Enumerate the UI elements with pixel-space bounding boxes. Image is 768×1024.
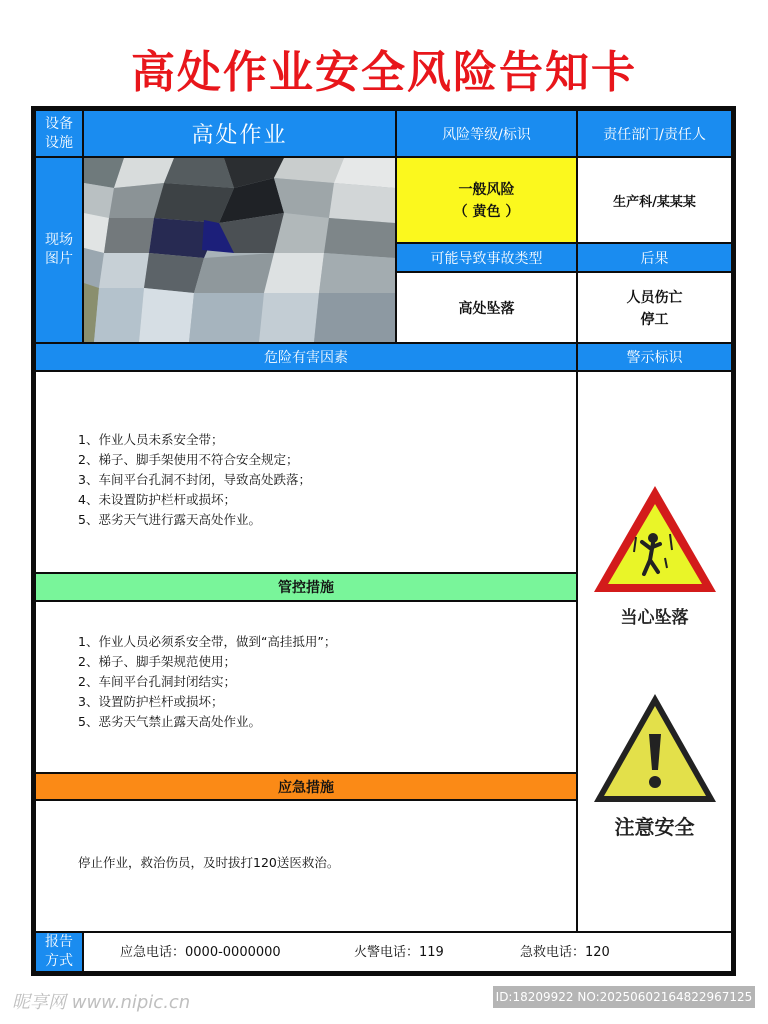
emergency-phone: 应急电话：0000-0000000: [120, 945, 281, 960]
accident-type-value: 高处坠落: [395, 271, 578, 344]
emergency-header: 应急措施: [34, 772, 578, 801]
hazards-header: 危险有害因素: [34, 342, 578, 372]
controls-header: 管控措施: [34, 572, 578, 602]
watermark-left: 昵享网 www.nipic.cn: [12, 992, 191, 1013]
control-item: 3、设置防护栏杆或损坏；: [78, 694, 224, 709]
site-photo-frame: [82, 156, 397, 344]
risk-level-header: 风险等级/标识: [395, 109, 578, 158]
fall-warning-icon: [590, 482, 720, 597]
equipment-value: 高处作业: [82, 109, 397, 158]
controls-list: [34, 600, 578, 774]
risk-notice-card: [31, 106, 736, 976]
responsibility-header: 责任部门/责任人: [576, 109, 733, 158]
control-item: 5、恶劣天气禁止露天高处作业。: [78, 714, 261, 729]
risk-level-text: 一般风险: [458, 182, 515, 198]
consequence-line-1: 人员伤亡: [626, 289, 683, 306]
responsibility-value: 生产科/某某某: [576, 156, 733, 244]
hazards-list: [34, 370, 578, 574]
fire-phone: 火警电话：119: [354, 945, 444, 960]
caution-warning-label: 注意安全: [614, 815, 695, 839]
consequence-cell: [576, 271, 733, 344]
page-title: 高处作业安全风险告知卡: [131, 47, 637, 98]
site-photo-label: 现场 图片: [34, 156, 84, 344]
control-item: 1、作业人员必须系安全带，做到“高挂抵用”；: [78, 634, 337, 649]
emergency-cell: [34, 799, 578, 933]
warning-signs-column: [576, 370, 733, 933]
ambulance-phone: 急救电话：120: [520, 945, 610, 960]
watermark-right: ID:18209922 NO:20250602164822967125: [493, 986, 755, 1008]
site-photo: [84, 158, 395, 342]
caution-warning-icon: [590, 690, 720, 805]
warning-signs-header: 警示标识: [576, 342, 733, 372]
accident-type-header: 可能导致事故类型: [395, 242, 578, 273]
consequence-line-2: 停工: [640, 311, 669, 328]
risk-level-cell: [395, 156, 578, 244]
hazard-item: 2、梯子、脚手架使用不符合安全规定；: [78, 452, 299, 467]
hazard-item: 5、恶劣天气进行露天高处作业。: [78, 512, 261, 527]
control-item: 2、梯子、脚手架规范使用；: [78, 654, 236, 669]
report-label: 报告 方式: [34, 931, 84, 973]
hazard-item: 3、车间平台孔洞不封闭，导致高处跌落；: [78, 472, 311, 487]
risk-level-color: （ 黄色 ）: [453, 204, 520, 220]
equipment-label: 设备 设施: [34, 109, 84, 158]
hazard-item: 4、未设置防护栏杆或损坏；: [78, 492, 236, 507]
fall-warning-label: 当心坠落: [620, 608, 689, 628]
control-item: 2、车间平台孔洞封闭结实；: [78, 674, 236, 689]
report-phones: [82, 931, 733, 973]
hazard-item: 1、作业人员未系安全带；: [78, 432, 224, 447]
consequence-header: 后果: [576, 242, 733, 273]
emergency-text: 停止作业，救治伤员，及时拔打120送医救治。: [78, 855, 340, 870]
